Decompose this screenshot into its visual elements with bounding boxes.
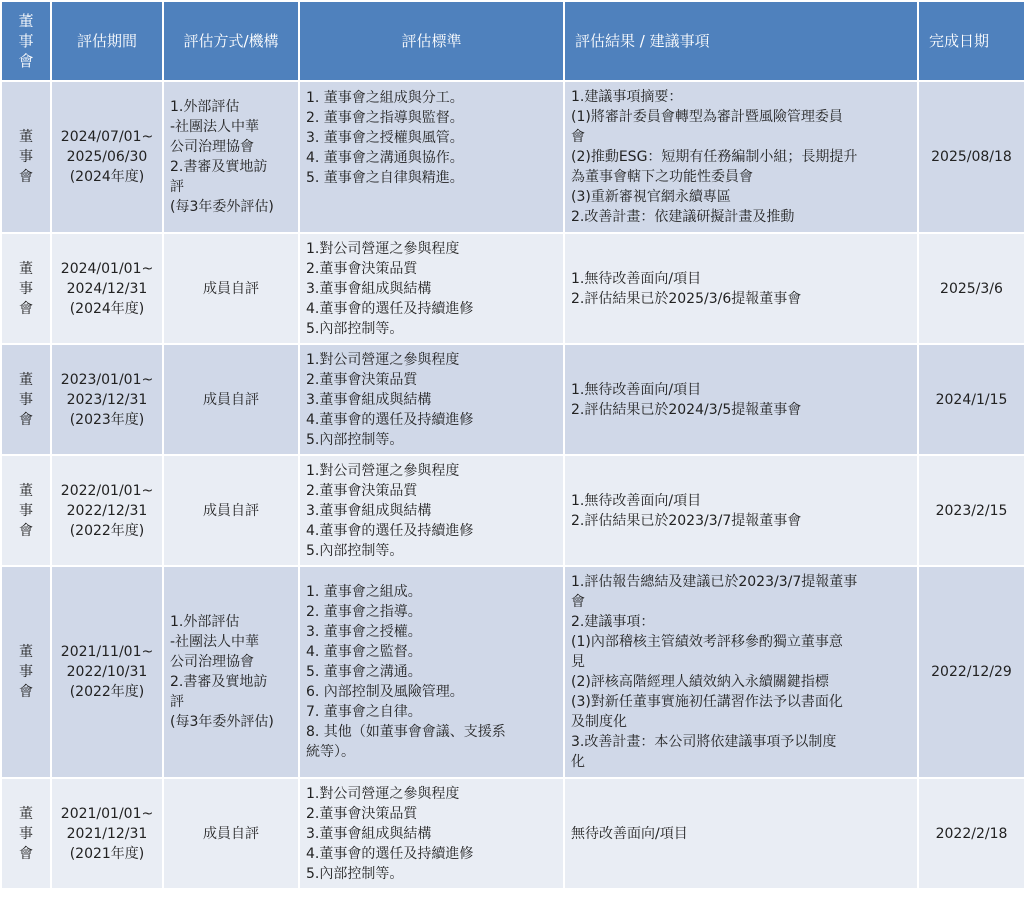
header-board-char-group <box>4 11 48 71</box>
criteria-line: 2. 董事會之指導與監督。 <box>306 110 464 126</box>
period-line: 2022/01/01~ <box>60 482 154 499</box>
method-line-group <box>170 390 292 410</box>
board-char: 董 <box>19 644 33 660</box>
criteria-line: 1.對公司營運之參與程度 <box>306 785 460 802</box>
method-line: 公司治理協會 <box>170 139 254 155</box>
method-line: 成員自評 <box>203 502 259 519</box>
table-row <box>1 344 1024 455</box>
result-line: 1.無待改善面向/項目 <box>571 381 702 398</box>
header-board <box>1 1 51 81</box>
period-line: 2022/12/31 <box>66 502 148 519</box>
criteria-line: 5. 董事會之溝通。 <box>306 664 422 680</box>
method-cell <box>163 233 299 344</box>
period-line-group <box>58 481 156 541</box>
criteria-line-group <box>306 461 557 561</box>
result-line-group <box>571 380 911 420</box>
board-char: 董 <box>19 482 33 499</box>
result-line: 2.評估結果已於2025/3/6提報董事會 <box>571 290 802 307</box>
board-char: 董 <box>19 805 33 822</box>
criteria-line: 2.董事會決策品質 <box>306 371 418 388</box>
result-line: (2)推動ESG：短期有任務編制小組；長期提升 <box>571 149 858 165</box>
result-line: 2.評估結果已於2024/3/5提報董事會 <box>571 401 802 418</box>
date-cell: 2022/2/18 <box>918 778 1024 889</box>
period-line: (2022年度) <box>69 684 145 700</box>
result-line-group <box>571 269 911 309</box>
period-cell <box>51 455 163 566</box>
criteria-line: 2.董事會決策品質 <box>306 482 418 499</box>
result-line-group <box>571 572 911 772</box>
criteria-line: 3.董事會組成與結構 <box>306 391 432 408</box>
result-line: (3)對新任董事實施初任講習作法予以書面化 <box>571 694 843 710</box>
criteria-cell <box>299 344 564 455</box>
table-row <box>1 566 1024 778</box>
result-line: (1)內部稽核主管績效考評移參酌獨立董事意 <box>571 634 843 650</box>
criteria-line: 4.董事會的選任及持續進修 <box>306 845 474 862</box>
result-line: (3)重新審視官網永續專區 <box>571 189 731 205</box>
period-line-group <box>58 259 156 319</box>
board-cell <box>1 344 51 455</box>
header-board-char: 會 <box>18 52 34 70</box>
criteria-line: 2.董事會決策品質 <box>306 260 418 277</box>
criteria-line: 5.內部控制等。 <box>306 320 404 337</box>
board-char: 事 <box>19 280 33 297</box>
board-char: 會 <box>19 845 33 862</box>
result-line-group <box>571 87 911 227</box>
criteria-line: 5.內部控制等。 <box>306 865 404 882</box>
board-char: 董 <box>19 260 33 277</box>
result-cell <box>564 81 918 233</box>
result-line: 2.評估結果已於2023/3/7提報董事會 <box>571 512 802 529</box>
header-row <box>1 1 1024 81</box>
criteria-line: 1.對公司營運之參與程度 <box>306 240 460 257</box>
period-line-group <box>58 642 156 702</box>
period-line: 2022/10/31 <box>66 664 148 680</box>
method-line-group <box>170 97 292 217</box>
header-period: 評估期間 <box>51 1 163 81</box>
result-line: 2.建議事項： <box>571 614 655 630</box>
period-line: 2024/12/31 <box>66 280 148 297</box>
result-line-group <box>571 824 911 844</box>
criteria-line: 6. 內部控制及風險管理。 <box>306 684 464 700</box>
method-line: -社團法人中華 <box>170 119 260 135</box>
criteria-line: 3. 董事會之授權與風管。 <box>306 130 464 146</box>
period-cell <box>51 81 163 233</box>
header-result: 評估結果 / 建議事項 <box>564 1 918 81</box>
period-line: 2021/12/31 <box>66 825 148 842</box>
method-line: 1.外部評估 <box>170 614 240 630</box>
method-line-group <box>170 501 292 521</box>
result-line: 3.改善計畫：本公司將依建議事項予以制度 <box>571 734 837 750</box>
method-cell <box>163 344 299 455</box>
criteria-line: 1.對公司營運之參與程度 <box>306 462 460 479</box>
period-cell <box>51 566 163 778</box>
board-char-group <box>8 259 44 319</box>
period-line: (2022年度) <box>69 522 145 539</box>
criteria-line: 5. 董事會之自律與精進。 <box>306 170 464 186</box>
criteria-line: 4.董事會的選任及持續進修 <box>306 300 474 317</box>
table-row <box>1 81 1024 233</box>
result-line: 2.改善計畫：依建議研擬計畫及推動 <box>571 209 795 225</box>
board-char: 事 <box>19 825 33 842</box>
criteria-line-group <box>306 784 557 884</box>
result-line: 1.無待改善面向/項目 <box>571 492 702 509</box>
board-cell <box>1 778 51 889</box>
result-line: 無待改善面向/項目 <box>571 825 688 842</box>
board-char-group <box>8 370 44 430</box>
board-char: 會 <box>19 411 33 428</box>
period-line: 2021/01/01~ <box>60 805 154 822</box>
period-line: 2023/12/31 <box>66 391 148 408</box>
method-line: 成員自評 <box>203 825 259 842</box>
criteria-line: 3.董事會組成與結構 <box>306 825 432 842</box>
table-row <box>1 233 1024 344</box>
board-char: 事 <box>19 149 33 165</box>
result-line: (1)將審計委員會轉型為審計暨風險管理委員 <box>571 109 843 125</box>
board-cell <box>1 81 51 233</box>
date-cell: 2025/08/18 <box>918 81 1024 233</box>
method-line-group <box>170 279 292 299</box>
period-line: 2021/11/01~ <box>60 644 154 660</box>
result-line: 為董事會轄下之功能性委員會 <box>571 169 753 185</box>
method-line: 評 <box>170 694 184 710</box>
method-line: 2.書審及實地訪 <box>170 159 268 175</box>
method-line: 公司治理協會 <box>170 654 254 670</box>
table-row <box>1 778 1024 889</box>
result-line: 見 <box>571 654 585 670</box>
method-line-group <box>170 824 292 844</box>
method-cell <box>163 778 299 889</box>
method-line: 評 <box>170 179 184 195</box>
result-line: 1.無待改善面向/項目 <box>571 270 702 287</box>
period-line: (2024年度) <box>69 169 145 185</box>
result-line: 1.建議事項摘要： <box>571 89 683 105</box>
criteria-cell <box>299 778 564 889</box>
method-line: (每3年委外評估) <box>170 714 274 730</box>
criteria-line: 1. 董事會之組成。 <box>306 584 422 600</box>
criteria-cell <box>299 81 564 233</box>
board-char: 董 <box>19 371 33 388</box>
criteria-line-group <box>306 582 557 762</box>
result-cell <box>564 566 918 778</box>
period-line: 2025/06/30 <box>66 149 148 165</box>
method-line-group <box>170 612 292 732</box>
criteria-line: 4.董事會的選任及持續進修 <box>306 411 474 428</box>
period-line: 2024/01/01~ <box>60 260 154 277</box>
board-char: 會 <box>19 169 33 185</box>
method-line: 2.書審及實地訪 <box>170 674 268 690</box>
header-criteria: 評估標準 <box>299 1 564 81</box>
criteria-line: 2.董事會決策品質 <box>306 805 418 822</box>
board-char: 董 <box>19 129 33 145</box>
result-line: 會 <box>571 129 585 145</box>
result-cell <box>564 233 918 344</box>
result-line: 及制度化 <box>571 714 627 730</box>
method-line: 1.外部評估 <box>170 99 240 115</box>
date-cell: 2024/1/15 <box>918 344 1024 455</box>
period-line: (2024年度) <box>69 300 145 317</box>
method-line: -社團法人中華 <box>170 634 260 650</box>
result-cell <box>564 778 918 889</box>
criteria-line: 7. 董事會之自律。 <box>306 704 422 720</box>
board-char-group <box>8 481 44 541</box>
criteria-cell <box>299 455 564 566</box>
result-line: 會 <box>571 594 585 610</box>
criteria-line: 1.對公司營運之參與程度 <box>306 351 460 368</box>
method-line: 成員自評 <box>203 391 259 408</box>
result-cell <box>564 455 918 566</box>
criteria-line-group <box>306 239 557 339</box>
criteria-cell <box>299 233 564 344</box>
board-char-group <box>8 804 44 864</box>
board-cell <box>1 455 51 566</box>
board-cell <box>1 566 51 778</box>
period-line: 2023/01/01~ <box>60 371 154 388</box>
board-cell <box>1 233 51 344</box>
criteria-line: 4.董事會的選任及持續進修 <box>306 522 474 539</box>
criteria-line: 3. 董事會之授權。 <box>306 624 422 640</box>
criteria-line-group <box>306 88 557 188</box>
board-char: 事 <box>19 664 33 680</box>
result-line: 化 <box>571 754 585 770</box>
criteria-line-group <box>306 350 557 450</box>
criteria-line: 4. 董事會之監督。 <box>306 644 422 660</box>
criteria-line: 2. 董事會之指導。 <box>306 604 422 620</box>
date-cell: 2023/2/15 <box>918 455 1024 566</box>
header-board-char: 董 <box>18 12 34 30</box>
board-char: 事 <box>19 391 33 408</box>
criteria-line: 3.董事會組成與結構 <box>306 502 432 519</box>
date-cell: 2022/12/29 <box>918 566 1024 778</box>
header-date: 完成日期 <box>918 1 1024 81</box>
method-line: (每3年委外評估) <box>170 199 274 215</box>
period-line-group <box>58 127 156 187</box>
criteria-line: 1. 董事會之組成與分工。 <box>306 90 464 106</box>
criteria-line: 5.內部控制等。 <box>306 431 404 448</box>
result-line-group <box>571 491 911 531</box>
header-board-char: 事 <box>18 32 34 50</box>
method-cell <box>163 81 299 233</box>
board-char: 會 <box>19 522 33 539</box>
criteria-line: 4. 董事會之溝通與協作。 <box>306 150 464 166</box>
board-char-group <box>8 642 44 702</box>
board-char-group <box>8 127 44 187</box>
method-cell <box>163 566 299 778</box>
criteria-cell <box>299 566 564 778</box>
period-cell <box>51 344 163 455</box>
result-line: (2)評核高階經理人績效納入永續關鍵指標 <box>571 674 829 690</box>
header-method: 評估方式/機構 <box>163 1 299 81</box>
criteria-line: 統等）。 <box>306 744 355 760</box>
method-line: 成員自評 <box>203 280 259 297</box>
period-line-group <box>58 804 156 864</box>
criteria-line: 8. 其他（如董事會會議、支援系 <box>306 724 506 740</box>
criteria-line: 3.董事會組成與結構 <box>306 280 432 297</box>
board-char: 會 <box>19 300 33 317</box>
period-line: (2021年度) <box>69 845 145 862</box>
period-line: (2023年度) <box>69 411 145 428</box>
table-row <box>1 455 1024 566</box>
period-line: 2024/07/01~ <box>60 129 154 145</box>
board-char: 會 <box>19 684 33 700</box>
board-char: 事 <box>19 502 33 519</box>
date-cell: 2025/3/6 <box>918 233 1024 344</box>
criteria-line: 5.內部控制等。 <box>306 542 404 559</box>
period-cell <box>51 233 163 344</box>
period-cell <box>51 778 163 889</box>
period-line-group <box>58 370 156 430</box>
result-cell <box>564 344 918 455</box>
method-cell <box>163 455 299 566</box>
result-line: 1.評估報告總結及建議已於2023/3/7提報董事 <box>571 574 858 590</box>
